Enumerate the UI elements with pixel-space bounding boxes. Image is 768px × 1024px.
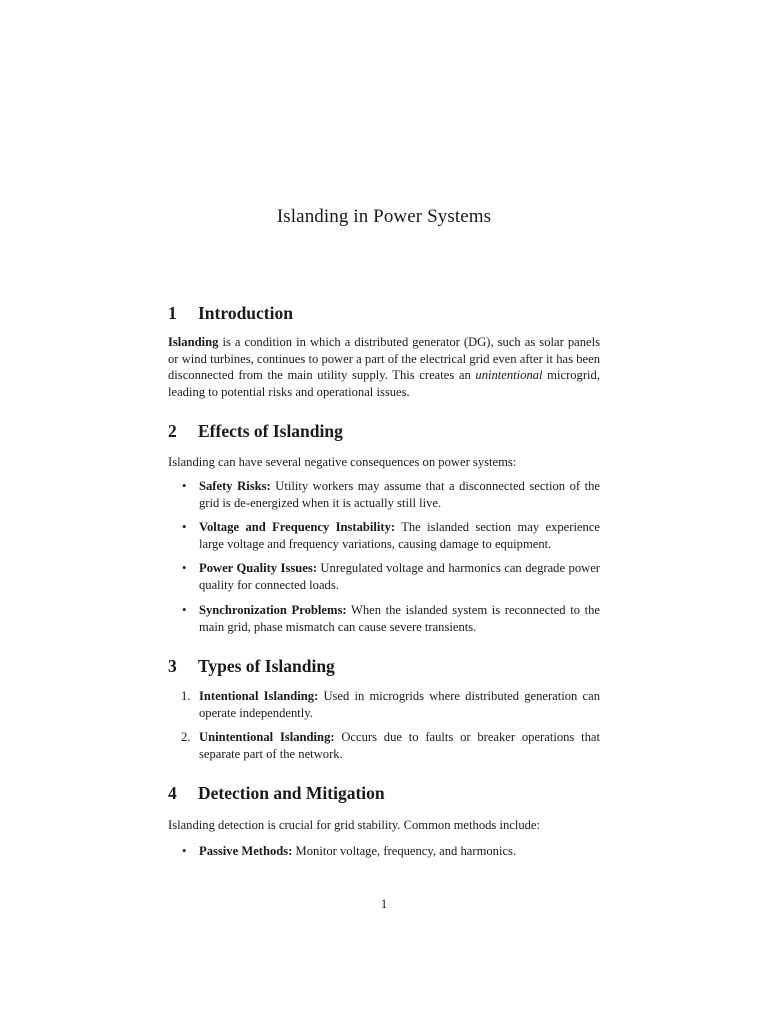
section-number: 3: [168, 656, 177, 676]
item-text: Occurs due to faults or breaker operations that separate part of the network.: [199, 730, 600, 761]
section-number: 4: [168, 783, 177, 803]
section-title: Types of Islanding: [198, 656, 335, 676]
section-title: Detection and Mitigation: [198, 783, 385, 803]
item-text: Utility workers may assume that a disconnected section of the grid is de-energized when it is actually still live.: [199, 479, 600, 510]
item-label: Safety Risks:: [199, 479, 271, 493]
introduction-paragraph: [168, 334, 600, 400]
item-label: Voltage and Frequency Instability:: [199, 520, 396, 534]
item-text: The islanded section may experience large voltage and frequency variations, causing damage to equipment.: [199, 520, 601, 551]
list-item: [182, 843, 600, 860]
enumeration-marker: 2.: [181, 730, 191, 744]
effects-intro: Islanding can have several negative consequences on power systems:: [168, 455, 517, 469]
item-text: Monitor voltage, frequency, and harmonics.: [292, 844, 517, 858]
item-label: Power Quality Issues:: [199, 561, 317, 575]
list-item: [181, 729, 600, 762]
list-item: [182, 560, 600, 593]
bullet-marker: •: [182, 479, 187, 493]
section-title: Introduction: [198, 303, 293, 323]
page-number: 1: [380, 897, 388, 911]
section-heading-detection: [168, 783, 385, 804]
paragraph-text: is a condition in which a distributed generator (DG), such as solar panels or wind turbines, continues to power a part of the electrical grid even after it has been disconnected from the main utility supply. This creates an: [168, 335, 600, 382]
enumeration-marker: 1.: [181, 689, 191, 703]
item-label: Synchronization Problems:: [199, 603, 347, 617]
bullet-marker: •: [182, 561, 187, 575]
list-item: [182, 478, 600, 511]
bullet-marker: •: [182, 603, 187, 617]
section-number: 1: [168, 303, 177, 323]
section-heading-introduction: [168, 303, 293, 324]
detection-intro: Islanding detection is crucial for grid stability. Common methods include:: [168, 818, 541, 832]
section-heading-types: [168, 656, 335, 677]
list-item: [182, 602, 600, 635]
list-item: [181, 688, 600, 721]
document-title: Islanding in Power Systems: [276, 206, 492, 227]
item-label: Unintentional Islanding:: [199, 730, 335, 744]
list-item: [182, 519, 601, 552]
paragraph-text: microgrid, leading to potential risks and operational issues.: [168, 368, 600, 399]
item-label: Passive Methods:: [199, 844, 293, 858]
item-label: Intentional Islanding:: [199, 689, 319, 703]
item-text: When the islanded system is reconnected to the main grid, phase mismatch can cause severe transients.: [199, 603, 600, 634]
bold-term: Islanding: [168, 335, 219, 349]
item-text: Unregulated voltage and harmonics can degrade power quality for connected loads.: [199, 561, 600, 592]
bullet-marker: •: [182, 520, 187, 534]
section-number: 2: [168, 421, 177, 441]
bullet-marker: •: [182, 844, 187, 858]
section-heading-effects: [168, 421, 343, 442]
italic-term: unintentional: [475, 368, 543, 382]
item-text: Used in microgrids where distributed generation can operate independently.: [199, 689, 600, 720]
section-title: Effects of Islanding: [198, 421, 343, 441]
